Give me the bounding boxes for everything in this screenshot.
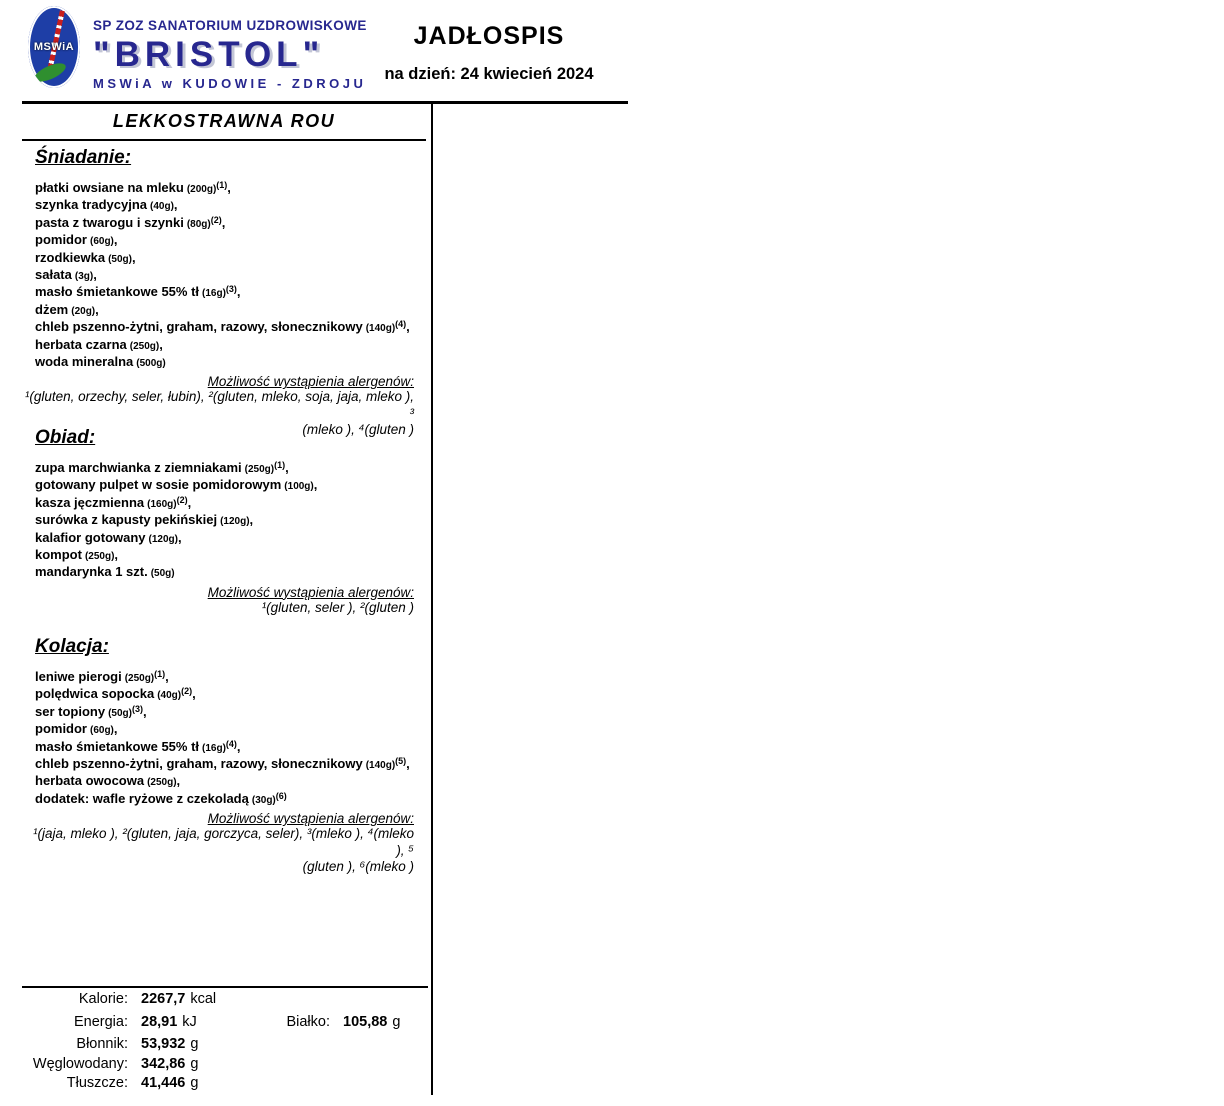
item-allergen-ref: (1): [154, 669, 166, 679]
item-separator: ,: [227, 180, 231, 195]
nutrition-row-tluszcze: [22, 1075, 198, 1091]
menu-item: [35, 215, 414, 232]
item-name: chleb pszenno-żytni, graham, razowy, słonecznikowy: [35, 756, 363, 772]
allergens-label: Możliwość wystąpienia alergenów:: [207, 374, 414, 390]
nutrition-label: Kalorie:: [78, 991, 128, 1007]
nutrition-unit: g: [190, 1075, 199, 1091]
item-name: masło śmietankowe 55% tł: [35, 738, 200, 754]
menu-item: [35, 337, 414, 354]
item-separator: ,: [313, 477, 318, 493]
menu-item: [35, 460, 414, 477]
item-weight: (80g): [186, 218, 211, 230]
item-name: kasza jęczmienna: [35, 494, 145, 510]
item-weight: (250g): [147, 777, 177, 789]
item-allergen-ref: (6): [275, 790, 287, 801]
menu-item: [35, 250, 414, 267]
item-weight: (50g): [108, 253, 132, 265]
item-name: woda mineralna: [35, 354, 134, 370]
item-separator: ,: [173, 197, 178, 213]
item-weight: (20g): [71, 305, 96, 317]
menu-item: [35, 495, 414, 512]
item-allergen-ref: (1): [216, 180, 228, 190]
nutrition-row-blonnik: [22, 1036, 198, 1052]
item-separator: ,: [221, 214, 226, 230]
item-weight: (50g): [150, 568, 175, 580]
nutrition-unit: kJ: [182, 1014, 197, 1030]
item-allergen-ref: (3): [225, 284, 237, 295]
menu-items: [35, 180, 414, 371]
allergen-lines: [22, 600, 414, 617]
item-name: sałata: [35, 267, 72, 283]
menu-item: [35, 197, 414, 214]
item-weight: (16g): [202, 742, 226, 754]
menu-item: [35, 721, 414, 738]
item-name: pomidor: [35, 232, 87, 248]
nutrition-value: 53,932: [141, 1036, 186, 1052]
allergen-line: (gluten ), ⁶(mleko ): [302, 859, 414, 875]
section-heading: Kolacja:: [35, 636, 109, 657]
nutrition-row-energia: [22, 1014, 197, 1030]
nutrition-value: 342,86: [141, 1056, 186, 1072]
item-weight: (500g): [136, 358, 166, 370]
item-weight: (140g): [365, 323, 396, 335]
item-separator: ,: [93, 267, 97, 283]
item-allergen-ref: (2): [176, 494, 188, 505]
menu-item: [35, 267, 414, 284]
nutrition-unit: kcal: [190, 991, 217, 1007]
header-divider: [22, 101, 628, 104]
org-location: MSWiA w KUDOWIE - ZDROJU: [93, 76, 367, 91]
logo-oval: [28, 6, 80, 88]
item-weight: (250g): [84, 551, 115, 563]
nutrition-label: Błonnik:: [76, 1036, 128, 1052]
nutrition-value: 105,88: [343, 1014, 388, 1030]
diet-title-underline: [22, 139, 426, 141]
item-weight: (16g): [202, 288, 226, 300]
section-heading: Śniadanie:: [35, 147, 132, 168]
nutrition-label: Węglowodany:: [32, 1056, 128, 1072]
menu-item: [35, 512, 414, 529]
item-separator: ,: [406, 319, 410, 335]
nutrition-row-weglowodany: [22, 1056, 198, 1072]
item-separator: ,: [113, 232, 118, 248]
item-name: dodatek: wafle ryżowe z czekoladą: [35, 790, 249, 806]
menu-item: [35, 756, 414, 773]
menu-item: [35, 319, 414, 336]
allergen-line: (mleko ), ⁴(gluten ): [302, 422, 414, 438]
item-weight: (160g): [147, 498, 177, 510]
document-header: [368, 22, 610, 84]
menu-item: [35, 704, 414, 721]
item-name: kalafior gotowany: [35, 529, 146, 545]
menu-item: [35, 354, 414, 371]
nutrition-unit: g: [392, 1014, 401, 1030]
nutrition-divider: [22, 986, 428, 988]
org-name: "BRISTOL": [93, 35, 325, 74]
menu-item: [35, 232, 414, 249]
item-allergen-ref: (4): [395, 319, 407, 330]
section-heading: Obiad:: [35, 427, 96, 448]
item-weight: (40g): [157, 690, 182, 702]
item-separator: ,: [192, 686, 196, 702]
item-separator: ,: [406, 756, 410, 772]
menu-item: [35, 564, 414, 581]
item-weight: (140g): [365, 760, 396, 772]
item-allergen-ref: (4): [225, 738, 237, 749]
allergen-lines: [22, 826, 414, 876]
item-name: mandarynka 1 szt.: [35, 564, 148, 580]
item-name: masło śmietankowe 55% tł: [35, 284, 200, 300]
item-name: gotowany pulpet w sosie pomidorowym: [35, 477, 282, 493]
allergens-label: Możliwość wystąpienia alergenów:: [207, 584, 414, 600]
item-weight: (120g): [148, 533, 178, 545]
item-separator: ,: [165, 669, 169, 684]
nutrition-label: Energia:: [73, 1014, 128, 1030]
sanatorium-logo: [28, 6, 80, 88]
allergen-line: ¹(gluten, seler ), ²(gluten ): [261, 599, 414, 615]
item-name: polędwica sopocka: [35, 686, 155, 702]
item-name: kompot: [35, 547, 82, 563]
item-weight: (60g): [90, 236, 114, 248]
item-weight: (250g): [124, 673, 155, 684]
menu-item: [35, 773, 414, 790]
item-weight: (60g): [90, 725, 114, 737]
nutrition-unit: g: [190, 1056, 199, 1072]
menu-item: [35, 669, 414, 686]
item-allergen-ref: (1): [274, 460, 286, 470]
document-title: JADŁOSPIS: [413, 22, 565, 50]
item-weight: (250g): [129, 340, 160, 352]
item-allergen-ref: (2): [210, 214, 222, 225]
nutrition-value: 28,91: [141, 1014, 178, 1030]
item-weight: (200g): [186, 184, 217, 195]
item-name: herbata czarna: [35, 336, 127, 352]
item-weight: (3g): [74, 271, 94, 283]
column-divider: [431, 104, 433, 1095]
item-name: ser topiony: [35, 703, 106, 719]
allergen-line: ¹(gluten, orzechy, seler, łubin), ²(gluten, mleko, soja, jaja, mleko ), ³: [24, 389, 414, 421]
section-obiad: [22, 427, 414, 616]
item-name: chleb pszenno-żytni, graham, razowy, słonecznikowy: [35, 319, 363, 335]
item-separator: ,: [113, 721, 118, 737]
item-weight: (250g): [244, 464, 275, 475]
item-name: dżem: [35, 301, 69, 317]
menu-items: [35, 460, 414, 582]
allergen-line: ¹(jaja, mleko ), ²(gluten, jaja, gorczyca, seler), ³(mleko ), ⁴(mleko ), ⁵: [33, 826, 414, 858]
menu-item: [35, 180, 414, 197]
document-date: na dzień: 24 kwiecień 2024: [384, 65, 594, 83]
item-separator: ,: [95, 301, 99, 317]
nutrition-row-kalorie: [22, 991, 216, 1007]
org-subtitle: SP ZOZ SANATORIUM UZDROWISKOWE: [93, 18, 367, 33]
item-weight: (30g): [251, 794, 276, 806]
item-allergen-ref: (3): [131, 703, 143, 714]
item-weight: (40g): [150, 201, 174, 213]
nutrition-row-bialko: [252, 1014, 400, 1030]
section-kolacja: [22, 636, 414, 876]
menu-item: [35, 686, 414, 703]
nutrition-value: 41,446: [141, 1075, 186, 1091]
item-separator: ,: [159, 336, 163, 352]
allergens-label: Możliwość wystąpienia alergenów:: [207, 811, 414, 827]
item-separator: ,: [187, 494, 192, 510]
item-weight: (120g): [220, 516, 250, 528]
item-weight: (100g): [284, 481, 314, 493]
nutrition-unit: g: [190, 1036, 199, 1052]
item-allergen-ref: (5): [395, 756, 407, 767]
menu-item: [35, 547, 414, 564]
item-name: herbata owocowa: [35, 773, 145, 789]
item-name: pasta z twarogu i szynki: [35, 214, 184, 230]
item-name: surówka z kapusty pekińskiej: [35, 512, 218, 528]
section-sniadanie: [22, 147, 414, 439]
item-name: płatki owsiane na mleku: [35, 180, 184, 195]
item-separator: ,: [236, 738, 241, 754]
item-name: rzodkiewka: [35, 249, 106, 265]
menu-item: [35, 530, 414, 547]
nutrition-value: 2267,7: [141, 991, 186, 1007]
menu-item: [35, 302, 414, 319]
item-name: leniwe pierogi: [35, 669, 122, 684]
item-separator: ,: [176, 773, 181, 789]
organization-block: [93, 18, 393, 91]
menu-items: [35, 669, 414, 808]
item-separator: ,: [132, 249, 136, 265]
item-separator: ,: [177, 529, 182, 545]
menu-item: [35, 791, 414, 808]
item-name: pomidor: [35, 721, 87, 737]
menu-item: [35, 739, 414, 756]
item-name: zupa marchwianka z ziemniakami: [35, 460, 242, 475]
nutrition-label: Tłuszcze:: [66, 1075, 128, 1091]
item-separator: ,: [114, 547, 119, 563]
menu-item: [35, 284, 414, 301]
menu-item: [35, 477, 414, 494]
nutrition-label: Białko:: [286, 1014, 330, 1030]
diet-title: LEKKOSTRAWNA ROU: [112, 111, 336, 131]
item-separator: ,: [236, 284, 241, 300]
item-allergen-ref: (2): [181, 686, 193, 697]
logo-text: MSWiA: [33, 41, 75, 53]
item-separator: ,: [142, 703, 147, 719]
item-weight: (50g): [108, 707, 132, 719]
item-separator: ,: [249, 512, 254, 528]
item-separator: ,: [285, 460, 289, 475]
item-name: szynka tradycyjna: [35, 197, 148, 213]
